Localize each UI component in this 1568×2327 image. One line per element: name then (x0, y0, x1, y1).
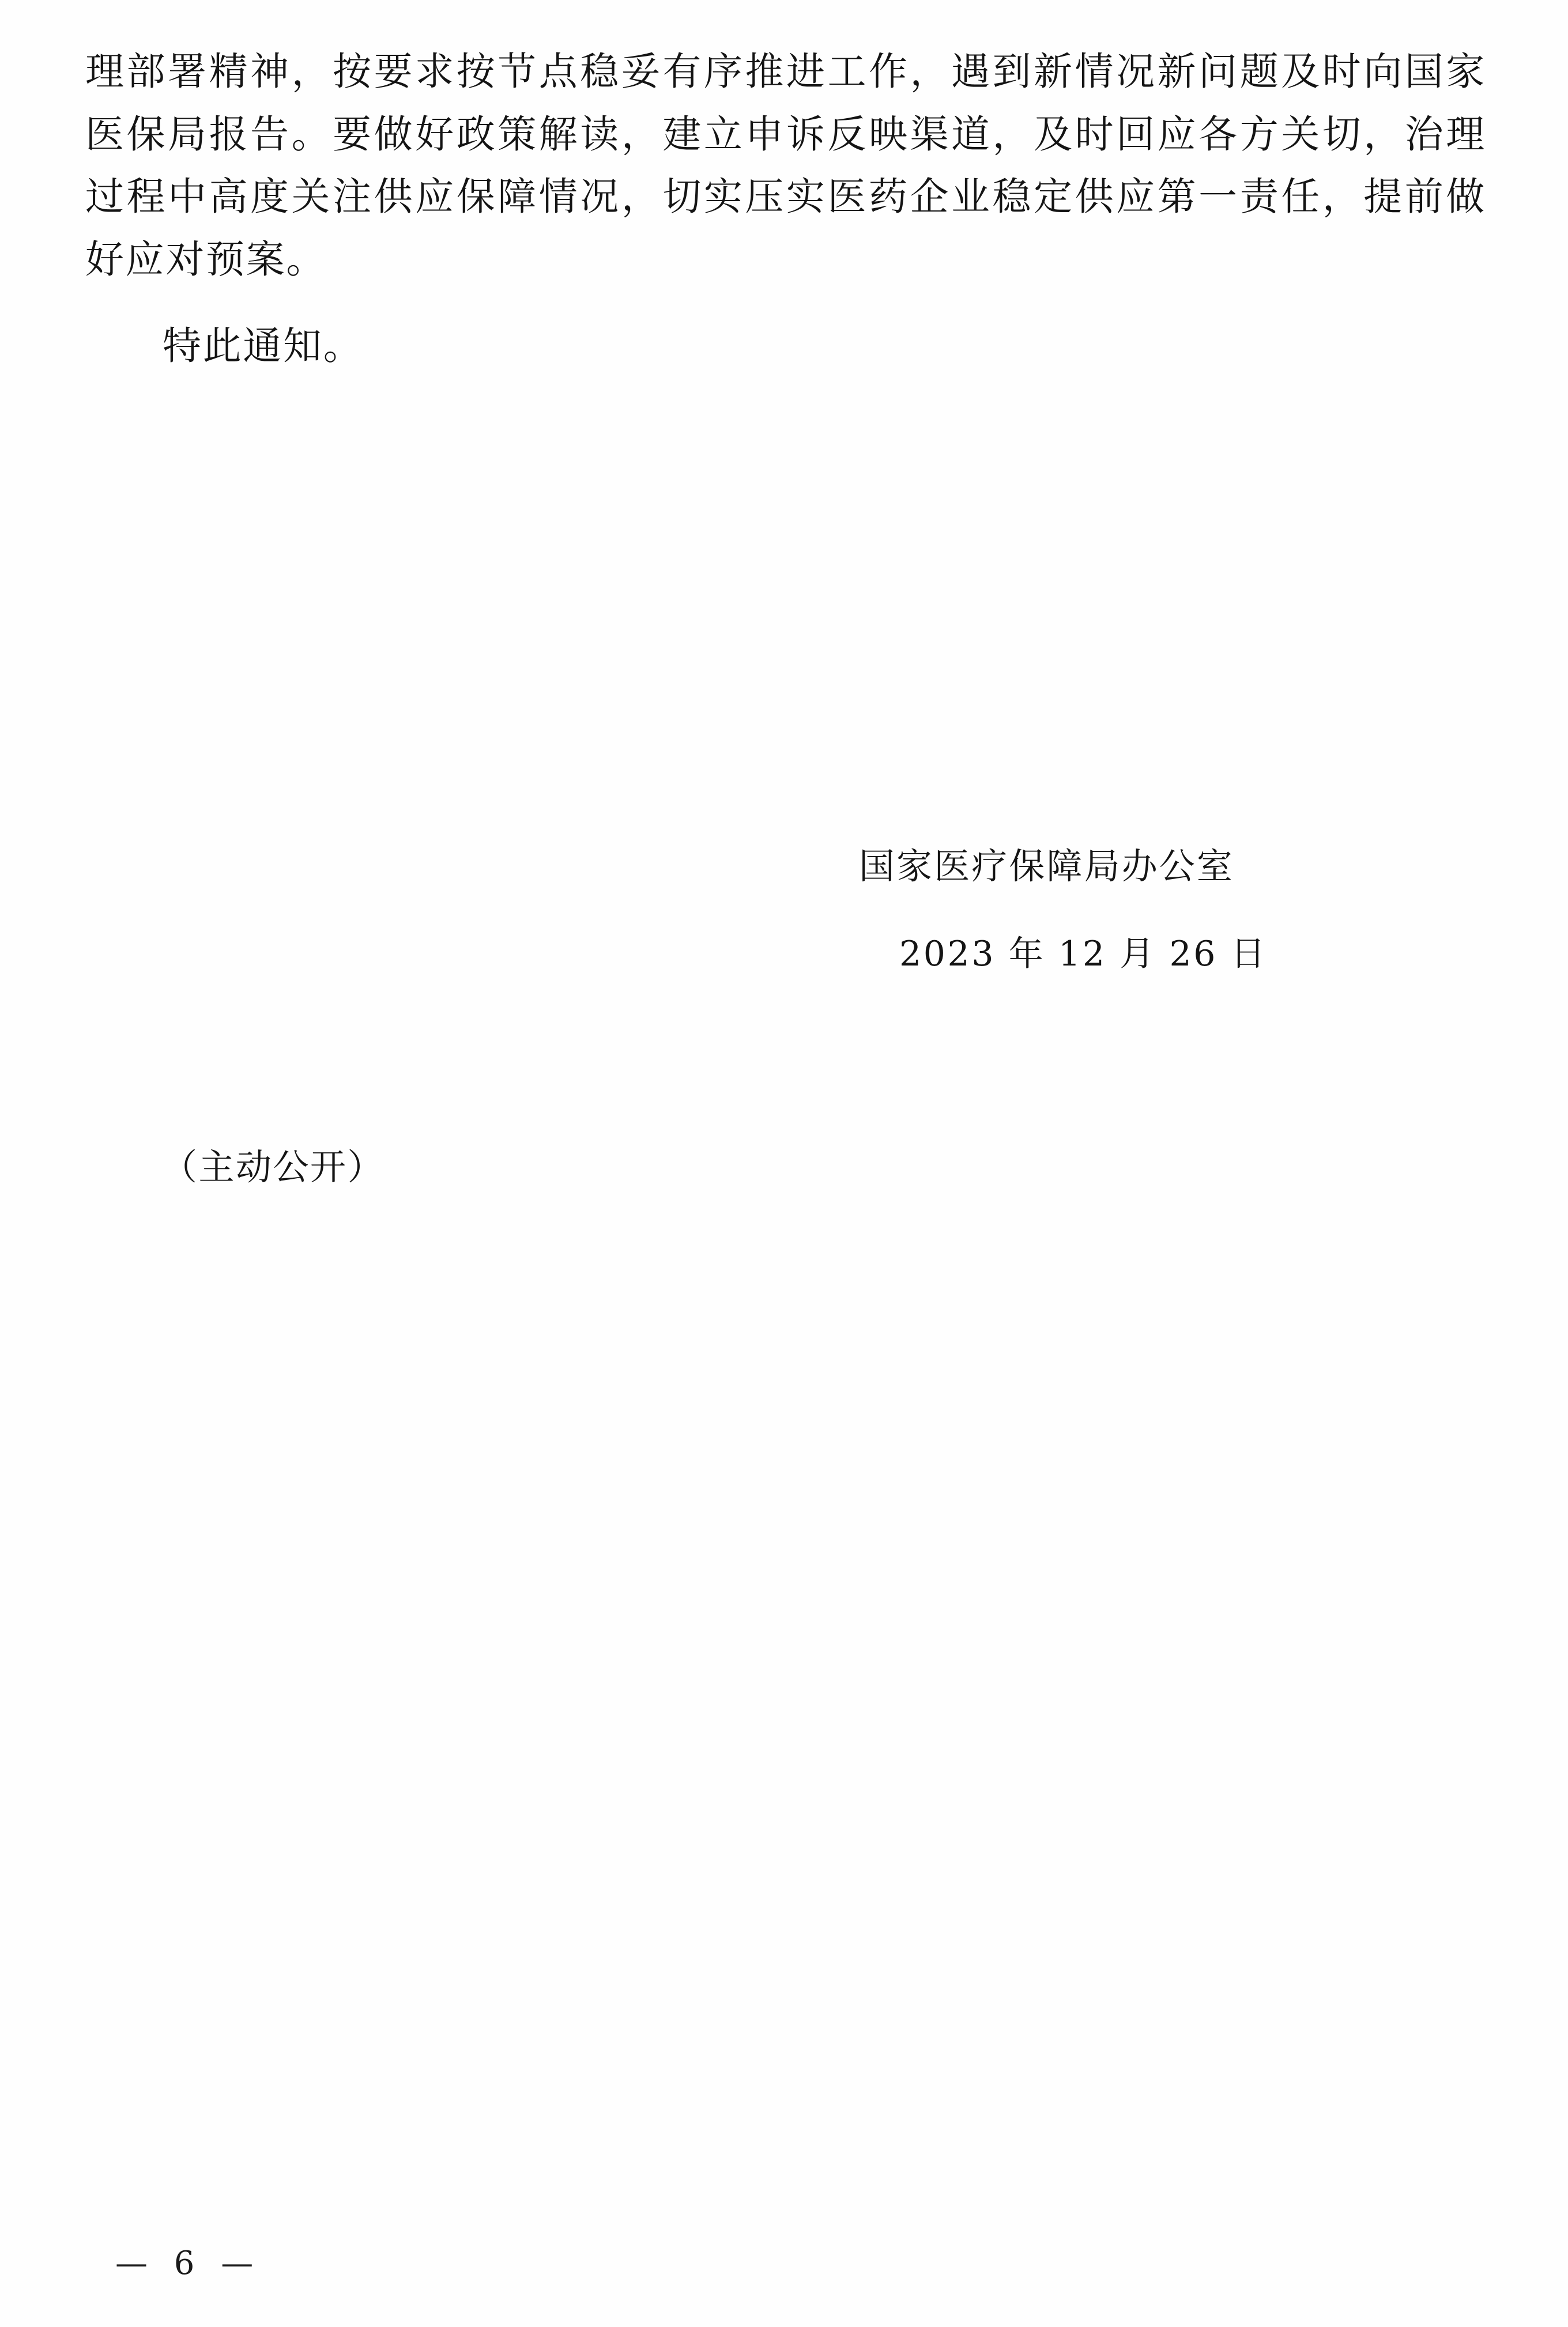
body-paragraph-continued: 理部署精神，按要求按节点稳妥有序推进工作，遇到新情况新问题及时向国家医保局报告。要做好政策解读，建立申诉反映渠道，及时回应各方关切，治理过程中高度关注供应保障情况，切实压实医药企业稳定供应第一责任，提前做好应对预案。 (85, 49, 1486, 282)
disclosure-label: （主动公开） (161, 1146, 385, 1188)
issuing-authority: 国家医疗保障局办公室 (859, 845, 1235, 887)
document-body (85, 40, 1486, 378)
issue-date: 2023 年 12 月 26 日 (899, 934, 1268, 975)
page-number: — 6 — (115, 2245, 262, 2282)
body-paragraph-notice: 特此通知。 (163, 323, 364, 369)
signature-block (859, 839, 1412, 981)
